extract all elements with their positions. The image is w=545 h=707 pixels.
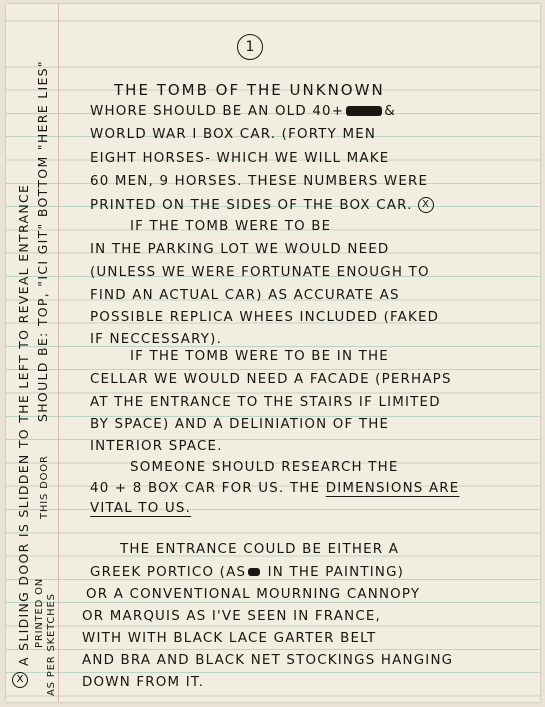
text-line: INTERIOR SPACE. [90, 439, 223, 454]
text-segment: WHORE SHOULD BE AN OLD 40+ [90, 104, 345, 119]
underlined-text: DIMENSIONS ARE [325, 481, 460, 496]
text-segment: GREEK PORTICO (AS [90, 565, 247, 580]
margin-note: AS PER SKETCHES [46, 593, 57, 696]
footnote-marker: X [418, 197, 434, 213]
text-line [90, 481, 459, 496]
margin-note: PRINTED ON [34, 577, 45, 648]
title-line: THE TOMB OF THE UNKNOWN [114, 81, 385, 99]
text-line: IF THE TOMB WERE TO BE [130, 219, 332, 234]
text-line: WORLD WAR I BOX CAR. (FORTY MEN [90, 127, 377, 142]
text-line: IF THE TOMB WERE TO BE IN THE [130, 349, 389, 364]
margin-note: SHOULD BE: TOP, "ICI GIT" BOTTOM "HERE LIES" [35, 60, 50, 422]
text-line: SOMEONE SHOULD RESEARCH THE [130, 460, 399, 475]
page-number: 1 [237, 34, 263, 60]
text-line: OR A CONVENTIONAL MOURNING CANNOPY [86, 587, 421, 602]
text-line: BY SPACE) AND A DELINIATION OF THE [90, 417, 390, 432]
crossed-out-text [248, 568, 260, 576]
text-segment: IN THE PAINTING) [267, 565, 405, 580]
text-line: IF NECCESSARY). [90, 332, 223, 347]
underlined-text-line: VITAL TO US. [90, 501, 192, 516]
text-line: OR MARQUIS AS I'VE SEEN IN FRANCE, [82, 609, 382, 624]
margin-rule [58, 4, 59, 702]
text-line: CELLAR WE WOULD NEED A FACADE (PERHAPS [90, 372, 452, 387]
footnote-marker: X [12, 672, 28, 688]
text-line: AT THE ENTRANCE TO THE STAIRS IF LIMITED [90, 395, 441, 410]
text-line [90, 104, 396, 119]
text-line: (UNLESS WE WERE FORTUNATE ENOUGH TO [90, 265, 430, 280]
notebook-page [6, 4, 540, 702]
margin-note: A SLIDING DOOR IS SLIDDEN TO THE LEFT TO REVEAL ENTRANCE [16, 183, 31, 666]
margin-note: THIS DOOR [39, 455, 50, 519]
text-line: AND BRA AND BLACK NET STOCKINGS HANGING [82, 653, 454, 668]
text-line: 60 MEN, 9 HORSES. THESE NUMBERS WERE [90, 174, 429, 189]
text-line: THE ENTRANCE COULD BE EITHER A [120, 542, 400, 557]
text-line [90, 197, 434, 213]
text-line: EIGHT HORSES- WHICH WE WILL MAKE [90, 151, 390, 166]
text-segment: & [384, 104, 396, 119]
text-line: IN THE PARKING LOT WE WOULD NEED [90, 242, 390, 257]
text-line: POSSIBLE REPLICA WHEES INCLUDED (FAKED [90, 310, 440, 325]
text-line: WITH WITH BLACK LACE GARTER BELT [82, 631, 377, 646]
text-line [90, 565, 404, 580]
text-line: FIND AN ACTUAL CAR) AS ACCURATE AS [90, 288, 400, 303]
text-segment: PRINTED ON THE SIDES OF THE BOX CAR. [90, 198, 413, 213]
crossed-out-text [346, 106, 382, 116]
text-segment: 40 + 8 BOX CAR FOR US. THE [90, 481, 321, 496]
text-line: DOWN FROM IT. [82, 675, 205, 690]
